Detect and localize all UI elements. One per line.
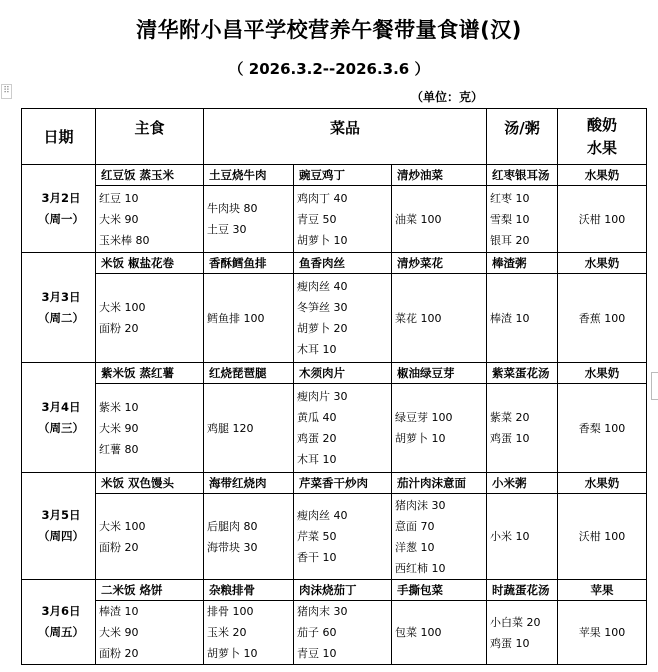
ingredients-cell [392, 494, 487, 580]
dish-name-row [22, 473, 647, 494]
ingredient-item: 海带块 30 [207, 540, 258, 554]
ingredient-item: 包菜 100 [395, 626, 442, 639]
header-soup: 汤/粥 [487, 109, 558, 165]
ingredients-cell [294, 186, 392, 253]
dish-name: 芹菜香干炒肉 [294, 473, 392, 494]
ingredient-item: 瘦肉片 30 [297, 390, 348, 403]
dish-name: 杂粮排骨 [204, 580, 294, 601]
header-yogurt: 酸奶 [587, 115, 618, 134]
dish-name: 红烧琵琶腿 [204, 363, 294, 384]
fruit-name: 水果奶 [558, 363, 647, 384]
ingredients-cell [558, 494, 647, 580]
ingredients-cell [96, 494, 204, 580]
page-title: 清华附小昌平学校营养午餐带量食谱(汉) [136, 18, 522, 42]
day-date: 3月2日 [41, 190, 81, 205]
ingredient-item: 玉米 20 [207, 626, 247, 639]
ingredient-item: 面粉 20 [99, 540, 139, 554]
ingredient-item: 木耳 10 [297, 343, 337, 356]
ingredient-item: 胡萝卜 10 [207, 647, 258, 660]
staple-name: 紫米饭 蒸红薯 [96, 363, 204, 384]
ingredient-item: 大米 90 [99, 421, 139, 435]
ingredient-item: 鸡腿 120 [207, 421, 254, 435]
dish-name: 肉沫烧茄丁 [294, 580, 392, 601]
ingredients-cell [204, 494, 294, 580]
ingredient-item: 油菜 100 [395, 212, 442, 226]
ingredient-item: 红薯 80 [99, 442, 139, 456]
ingredients-cell [558, 274, 647, 363]
ingredients-cell [487, 274, 558, 363]
ingredient-item: 面粉 20 [99, 322, 139, 335]
dish-name: 木须肉片 [294, 363, 392, 384]
ingredient-item: 面粉 20 [99, 647, 139, 660]
ingredient-item: 香梨 100 [578, 421, 626, 435]
dish-name: 豌豆鸡丁 [294, 165, 392, 186]
ingredient-item: 瘦肉丝 40 [297, 509, 348, 522]
dish-name-row [22, 363, 647, 384]
ingredient-item: 苹果 100 [578, 626, 626, 639]
menu-table [21, 108, 647, 665]
ingredient-item: 胡萝卜 20 [297, 322, 348, 335]
dish-name-row [22, 165, 647, 186]
paragraph-marker-icon: ⠿ [1, 84, 12, 99]
dish-name: 海带红烧肉 [204, 473, 294, 494]
ingredient-item: 西红柿 10 [395, 561, 446, 575]
dish-name: 手撕包菜 [392, 580, 487, 601]
fruit-name: 水果奶 [558, 253, 647, 274]
ingredients-cell [558, 186, 647, 253]
ingredient-item: 沃柑 100 [578, 212, 626, 226]
page-edge-tab [651, 372, 658, 400]
ingredient-item: 牛肉块 80 [207, 202, 258, 215]
day-cell [22, 473, 96, 580]
ingredients-cell [487, 494, 558, 580]
ingredient-item: 黄瓜 40 [297, 411, 337, 424]
dish-name-row [22, 580, 647, 601]
day-cell [22, 253, 96, 363]
day-cell [22, 580, 96, 665]
day-weekday: （周三） [38, 420, 84, 435]
ingredients-cell [392, 186, 487, 253]
ingredient-item: 排骨 100 [207, 605, 254, 618]
ingredient-item: 鸡蛋 20 [297, 432, 337, 445]
date-range: （ 2026.3.2--2026.3.6 ） [228, 60, 430, 78]
ingredient-item: 小白菜 20 [490, 615, 541, 629]
fruit-name: 苹果 [558, 580, 647, 601]
ingredients-cell [96, 186, 204, 253]
dish-name: 土豆烧牛肉 [204, 165, 294, 186]
ingredient-item: 红枣 10 [490, 191, 530, 205]
staple-name: 米饭 双色馒头 [96, 473, 204, 494]
soup-name: 红枣银耳汤 [487, 165, 558, 186]
header-staple: 主食 [96, 109, 204, 165]
ingredient-item: 胡萝卜 10 [395, 432, 446, 445]
ingredient-item: 菜花 100 [395, 311, 442, 325]
ingredient-item: 香蕉 100 [578, 311, 626, 325]
ingredients-cell [294, 274, 392, 363]
header-date: 日期 [22, 109, 96, 165]
ingredients-cell [294, 384, 392, 473]
ingredient-item: 猪肉末 30 [297, 605, 348, 618]
dish-name: 椒油绿豆芽 [392, 363, 487, 384]
ingredients-cell [204, 274, 294, 363]
ingredients-row [22, 384, 647, 473]
ingredients-cell [392, 384, 487, 473]
header-fruit: 水果 [587, 138, 618, 157]
ingredient-item: 红豆 10 [99, 191, 139, 205]
day-cell [22, 165, 96, 253]
ingredient-item: 绿豆芽 100 [395, 411, 453, 424]
ingredient-item: 冬笋丝 30 [297, 301, 348, 314]
ingredient-item: 茄子 60 [297, 626, 337, 639]
ingredients-cell [294, 601, 392, 665]
day-weekday: （周四） [38, 529, 84, 543]
ingredient-item: 玉米棒 80 [99, 233, 150, 247]
header-dishes: 菜品 [204, 109, 487, 165]
day-date: 3月6日 [41, 604, 81, 618]
day-weekday: （周五） [38, 625, 84, 639]
ingredients-cell [558, 384, 647, 473]
ingredient-item: 香干 10 [297, 551, 337, 564]
day-date: 3月5日 [41, 508, 81, 522]
ingredients-row [22, 274, 647, 363]
ingredient-item: 胡萝卜 10 [297, 233, 348, 247]
ingredient-item: 沃柑 100 [578, 530, 626, 543]
ingredients-row [22, 186, 647, 253]
fruit-name: 水果奶 [558, 473, 647, 494]
ingredients-row [22, 494, 647, 580]
dish-name: 香酥鳕鱼排 [204, 253, 294, 274]
ingredient-item: 紫菜 20 [490, 411, 530, 424]
ingredients-cell [392, 274, 487, 363]
ingredient-item: 大米 100 [99, 519, 146, 533]
ingredient-item: 鸡蛋 10 [490, 432, 530, 445]
ingredient-item: 大米 90 [99, 626, 139, 639]
staple-name: 二米饭 烙饼 [96, 580, 204, 601]
header-yogurt-fruit [558, 109, 647, 165]
ingredients-cell [558, 601, 647, 665]
ingredients-cell [204, 186, 294, 253]
ingredients-cell [204, 384, 294, 473]
day-weekday: （周一） [38, 211, 84, 226]
dish-name-row [22, 253, 647, 274]
staple-name: 米饭 椒盐花卷 [96, 253, 204, 274]
fruit-name: 水果奶 [558, 165, 647, 186]
ingredients-cell [487, 601, 558, 665]
ingredient-item: 青豆 50 [297, 212, 337, 226]
ingredient-item: 芹菜 50 [297, 530, 337, 543]
day-cell [22, 363, 96, 473]
ingredient-item: 棒渣 10 [490, 311, 530, 325]
ingredients-cell [392, 601, 487, 665]
dish-name: 茄汁肉沫意面 [392, 473, 487, 494]
ingredients-cell [294, 494, 392, 580]
ingredients-cell [487, 384, 558, 473]
ingredient-item: 紫米 10 [99, 400, 139, 414]
ingredient-item: 鳕鱼排 100 [207, 311, 265, 325]
ingredient-item: 瘦肉丝 40 [297, 280, 348, 293]
header-row [22, 109, 647, 165]
dish-name: 鱼香肉丝 [294, 253, 392, 274]
soup-name: 棒渣粥 [487, 253, 558, 274]
ingredient-item: 大米 90 [99, 212, 139, 226]
ingredient-item: 木耳 10 [297, 453, 337, 466]
unit-label: （单位：克） [411, 90, 484, 104]
ingredient-item: 银耳 20 [490, 233, 530, 247]
day-date: 3月3日 [41, 289, 81, 304]
ingredient-item: 棒渣 10 [99, 605, 139, 618]
ingredient-item: 雪梨 10 [490, 212, 530, 226]
day-date: 3月4日 [41, 399, 81, 414]
ingredient-item: 鸡肉丁 40 [297, 191, 348, 205]
ingredients-row [22, 601, 647, 665]
ingredient-item: 意面 70 [395, 519, 435, 533]
ingredients-cell [204, 601, 294, 665]
dish-name: 清炒菜花 [392, 253, 487, 274]
ingredient-item: 青豆 10 [297, 647, 337, 660]
ingredient-item: 洋葱 10 [395, 540, 435, 554]
ingredients-cell [96, 384, 204, 473]
ingredients-cell [96, 601, 204, 665]
ingredient-item: 后腿肉 80 [207, 519, 258, 533]
ingredient-item: 鸡蛋 10 [490, 636, 530, 650]
day-weekday: （周二） [38, 310, 84, 325]
soup-name: 小米粥 [487, 473, 558, 494]
soup-name: 紫菜蛋花汤 [487, 363, 558, 384]
soup-name: 时蔬蛋花汤 [487, 580, 558, 601]
ingredient-item: 土豆 30 [207, 223, 247, 236]
ingredient-item: 猪肉沫 30 [395, 498, 446, 512]
ingredients-cell [96, 274, 204, 363]
ingredient-item: 大米 100 [99, 301, 146, 314]
staple-name: 红豆饭 蒸玉米 [96, 165, 204, 186]
dish-name: 清炒油菜 [392, 165, 487, 186]
menu-body [22, 165, 647, 665]
ingredient-item: 小米 10 [490, 530, 530, 543]
ingredients-cell [487, 186, 558, 253]
